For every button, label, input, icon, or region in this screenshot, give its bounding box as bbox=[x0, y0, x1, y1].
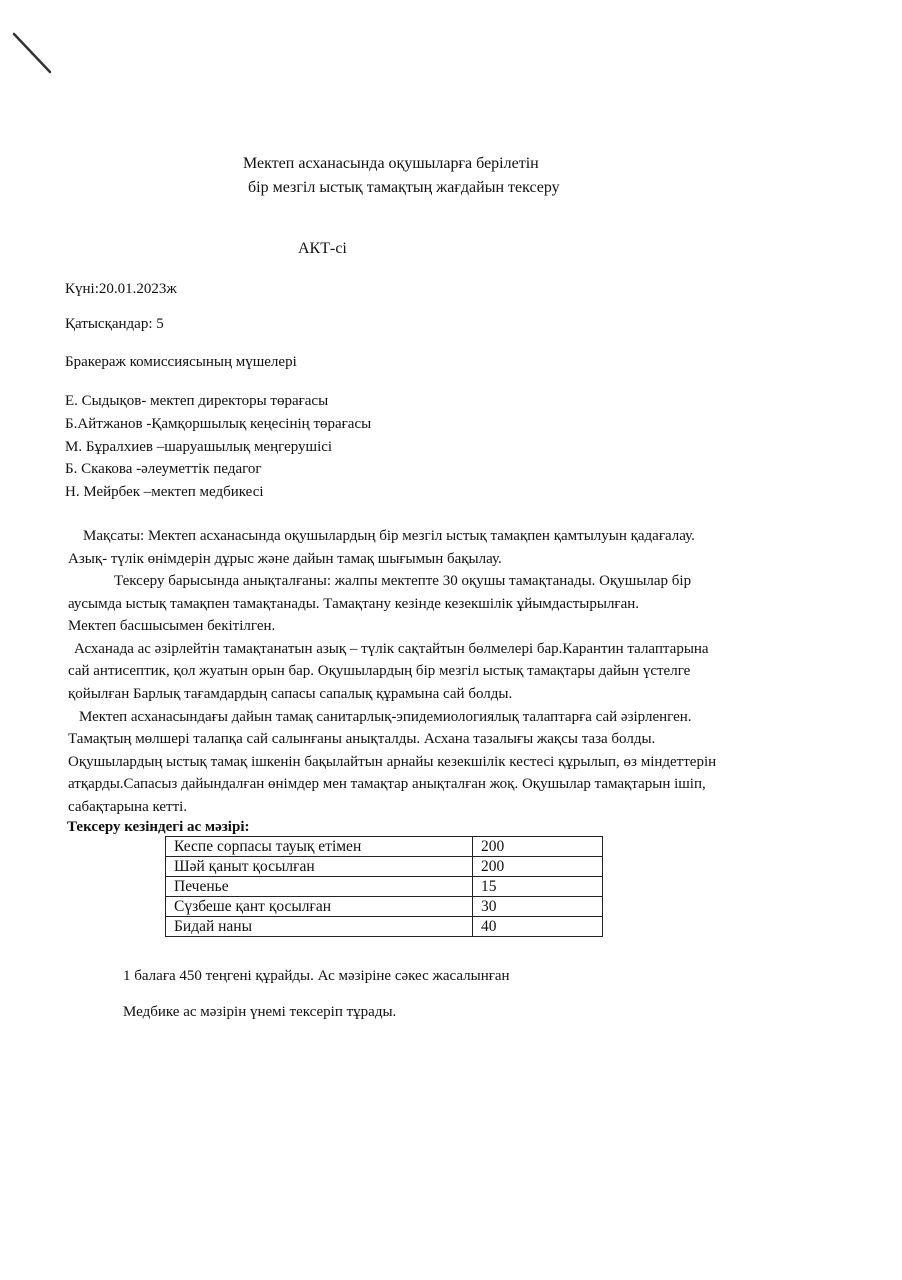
menu-heading: Тексеру кезіндегі ас мәзірі: bbox=[67, 819, 250, 835]
body-line: Асханада ас әзірлейтін тамақтанатын азық – түлік сақтайтын бөлмелері бар.Карантин талаптарына bbox=[74, 641, 709, 657]
table-row bbox=[166, 837, 603, 857]
commission-heading: Бракераж комиссиясының мүшелері bbox=[65, 354, 297, 370]
body-line: қойылған Барлық тағамдардың сапасы сапалық құрамына сай болды. bbox=[68, 686, 513, 702]
menu-item-name: Печенье bbox=[166, 877, 473, 897]
menu-item-amount: 200 bbox=[473, 837, 603, 857]
body-line: сай антисептик, қол жуатын орын бар. Оқушылардың бір мезгіл ыстық тамақтары дайын үстелге bbox=[68, 663, 691, 679]
menu-table bbox=[165, 836, 603, 937]
member-item: Н. Мейрбек –мектеп медбикесі bbox=[65, 484, 264, 500]
act-label: АКТ-сі bbox=[298, 240, 347, 257]
body-line: Азық- түлік өнімдерін дұрыс және дайын тамақ шығымын бақылау. bbox=[68, 551, 502, 567]
body-line: сабақтарына кетті. bbox=[68, 799, 188, 815]
body-line: Тексеру барысында анықталғаны: жалпы мектепте 30 оқушы тамақтанады. Оқушылар бір bbox=[114, 573, 692, 589]
body-line: Тамақтың мөлшері талапқа сай салынғаны анықталды. Асхана тазалығы жақсы таза болды. bbox=[68, 731, 656, 747]
participants-line: Қатысқандар: 5 bbox=[65, 316, 164, 332]
table-row bbox=[166, 877, 603, 897]
menu-item-name: Сүзбеше қант қосылған bbox=[166, 897, 473, 917]
menu-item-amount: 15 bbox=[473, 877, 603, 897]
member-item: Е. Сыдықов- мектеп директоры төрағасы bbox=[65, 393, 329, 409]
body-line: Оқушылардың ыстық тамақ ішкенін бақылайтын арнайы кезекшілік кестесі құрылып, өз міндеттерін bbox=[68, 754, 717, 770]
title-line-2: бір мезгіл ыстық тамақтың жағдайын тексеру bbox=[248, 179, 560, 196]
menu-item-amount: 200 bbox=[473, 857, 603, 877]
body-line: аусымда ыстық тамақпен тамақтанады. Тамақтану кезінде кезекшілік ұйымдастырылған. bbox=[68, 596, 640, 612]
cost-line: 1 балаға 450 теңгені құрайды. Ас мәзіріне сәкес жасалынған bbox=[123, 968, 510, 984]
member-item: Б. Скакова -әлеуметтік педагог bbox=[65, 461, 262, 477]
body-line: атқарды.Сапасыз дайындалған өнімдер мен тамақтар анықталған жоқ. Оқушылар тамақтарын ішіп, bbox=[68, 776, 706, 792]
menu-item-amount: 40 bbox=[473, 917, 603, 937]
date-line: Күні:20.01.2023ж bbox=[65, 281, 177, 297]
body-line: Мектеп басшысымен бекітілген. bbox=[68, 618, 276, 634]
nurse-line: Медбике ас мәзірін үнемі тексеріп тұрады. bbox=[123, 1004, 397, 1020]
table-row bbox=[166, 897, 603, 917]
menu-item-amount: 30 bbox=[473, 897, 603, 917]
body-line: Мақсаты: Мектеп асханасында оқушылардың бір мезгіл ыстық тамақпен қамтылуын қадағалау. bbox=[83, 528, 695, 544]
table-row bbox=[166, 917, 603, 937]
menu-item-name: Бидай наны bbox=[166, 917, 473, 937]
pen-mark-icon bbox=[10, 30, 60, 80]
table-row bbox=[166, 857, 603, 877]
member-item: М. Бұралхиев –шаруашылық меңгерушісі bbox=[65, 439, 333, 455]
menu-item-name: Шәй қаныт қосылған bbox=[166, 857, 473, 877]
title-line-1: Мектеп асханасында оқушыларға берілетін bbox=[243, 155, 539, 172]
body-line: Мектеп асханасындағы дайын тамақ санитарлық-эпидемиологиялық талаптарға сай әзірленген. bbox=[79, 709, 692, 725]
menu-item-name: Кеспе сорпасы тауық етімен bbox=[166, 837, 473, 857]
member-item: Б.Айтжанов -Қамқоршылық кеңесінің төрағасы bbox=[65, 416, 372, 432]
